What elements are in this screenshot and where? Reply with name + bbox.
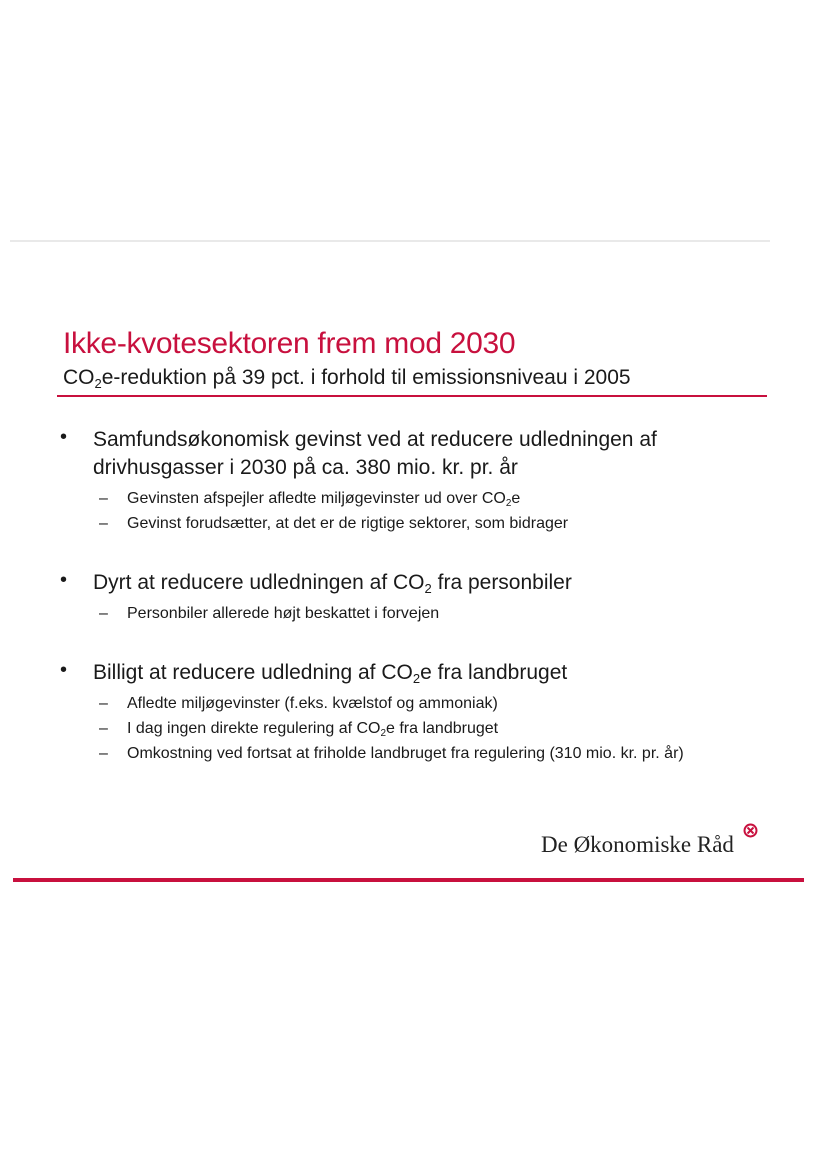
dash-icon: – [99, 515, 108, 532]
bullet-text: Samfundsøkonomisk gevinst ved at reducere udledningen af drivhusgasser i 2030 på ca. 380 mio. kr. pr. år [93, 428, 657, 479]
slide-subtitle: $CO_2e$-reduktion på 39 pct. i forhold til emissionsniveau i 2005 [63, 366, 631, 391]
sub-item: – I dag ingen direkte regulering af $CO_2e$ fra landbruget [93, 716, 780, 741]
sub-item: – Afledte miljøgevinster (f.eks. kvælstof og ammoniak) [93, 691, 780, 716]
dash-icon: – [99, 720, 108, 737]
sub-list [93, 486, 780, 536]
dash-icon: – [99, 490, 108, 507]
bullet-text: Billigt at reducere udledning af $CO_2e$ fra landbruget [93, 661, 568, 686]
bullet-item [60, 569, 780, 626]
bottom-divider [13, 878, 804, 882]
bullet-dot-icon: • [60, 659, 68, 681]
bullet-text: Dyrt at reducere udledningen af $CO_2$ fra personbiler [93, 571, 572, 596]
dash-icon: – [99, 695, 108, 712]
logo-text: De Økonomiske Råd [541, 832, 734, 857]
bullet-dot-icon: • [60, 426, 68, 448]
bullet-list [60, 426, 780, 766]
sub-item: – Gevinst forudsætter, at det er de rigtige sektorer, som bidrager [93, 511, 780, 536]
bullet-item [60, 426, 780, 536]
title-divider [57, 395, 767, 397]
sub-item: – Personbiler allerede højt beskattet i forvejen [93, 601, 780, 626]
sub-item: – Gevinsten afspejler afledte miljøgevinster ud over $CO_2e$ [93, 486, 780, 511]
logo-mark-icon [743, 823, 758, 838]
sub-item: – Omkostning ved fortsat at friholde landbruget fra regulering (310 mio. kr. pr. år) [93, 741, 780, 766]
bullet-item [60, 659, 780, 766]
sub-list [93, 601, 780, 626]
dash-icon: – [99, 745, 108, 762]
dash-icon: – [99, 605, 108, 622]
bullet-dot-icon: • [60, 569, 68, 591]
scan-artifact-line [10, 240, 770, 242]
slide-title: Ikke-kvotesektoren frem mod 2030 [63, 327, 516, 360]
sub-list [93, 691, 780, 766]
